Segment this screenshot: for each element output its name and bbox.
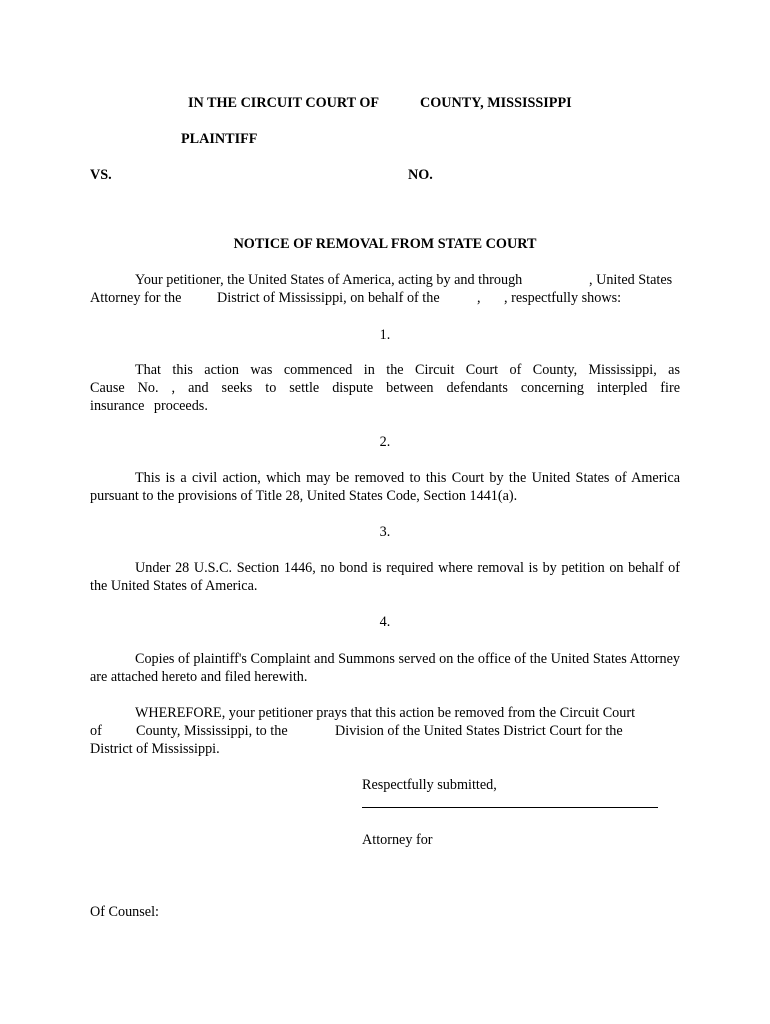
section-number: 1. [379,327,391,343]
section-paragraph: Copies of plaintiff's Complaint and Summons served on the office of the United States Attorney are attached hereto and filed herewith. [90,651,680,685]
document-title: NOTICE OF REMOVAL FROM STATE COURT [233,236,537,252]
closing-text: Respectfully submitted, [362,777,497,793]
intro-line2-b: District of Mississippi, on behalf of the [217,290,440,306]
court-heading-left: IN THE CIRCUIT COURT OF [188,95,380,111]
wherefore-line2-a: of [90,723,102,739]
of-counsel-label: Of Counsel: [90,904,159,920]
intro-line2-a: Attorney for the [90,290,182,306]
section-number: 4. [379,614,391,630]
section-paragraph: Under 28 U.S.C. Section 1446, no bond is required where removal is by petition on behalf of the United States of America. [90,560,680,594]
wherefore-line2-b: County, Mississippi, to the [136,723,288,739]
section-paragraph: This is a civil action, which may be removed to this Court by the United States of America pursuant to the provisions of Title 28, United States Code, Section 1441(a). [90,470,680,504]
section-paragraph: That this action was commenced in the Circuit Court of County, Mississippi, as Cause No. , and seeks to settle dispute between defendants concerning interpled fire insurance proceeds. [90,362,680,414]
wherefore-line2-c: Division of the United States District Court for the [335,723,623,739]
plaintiff-label: PLAINTIFF [181,131,258,147]
intro-line1-b: , United States [589,272,673,288]
vs-label: VS. [90,167,112,183]
wherefore-line3: District of Mississippi. [90,741,220,757]
section-number: 3. [379,524,391,540]
signature-line [362,807,658,808]
intro-line2-d: , respectfully shows: [504,290,622,306]
intro-line2-c: , [477,290,481,306]
section-number: 2. [379,434,391,450]
attorney-for-label: Attorney for [362,832,433,848]
wherefore-line1: WHEREFORE, your petitioner prays that this action be removed from the Circuit Court [135,705,636,721]
court-heading-right: COUNTY, MISSISSIPPI [420,95,572,111]
intro-line1-a: Your petitioner, the United States of America, acting by and through [135,272,523,288]
case-number-label: NO. [408,167,433,183]
